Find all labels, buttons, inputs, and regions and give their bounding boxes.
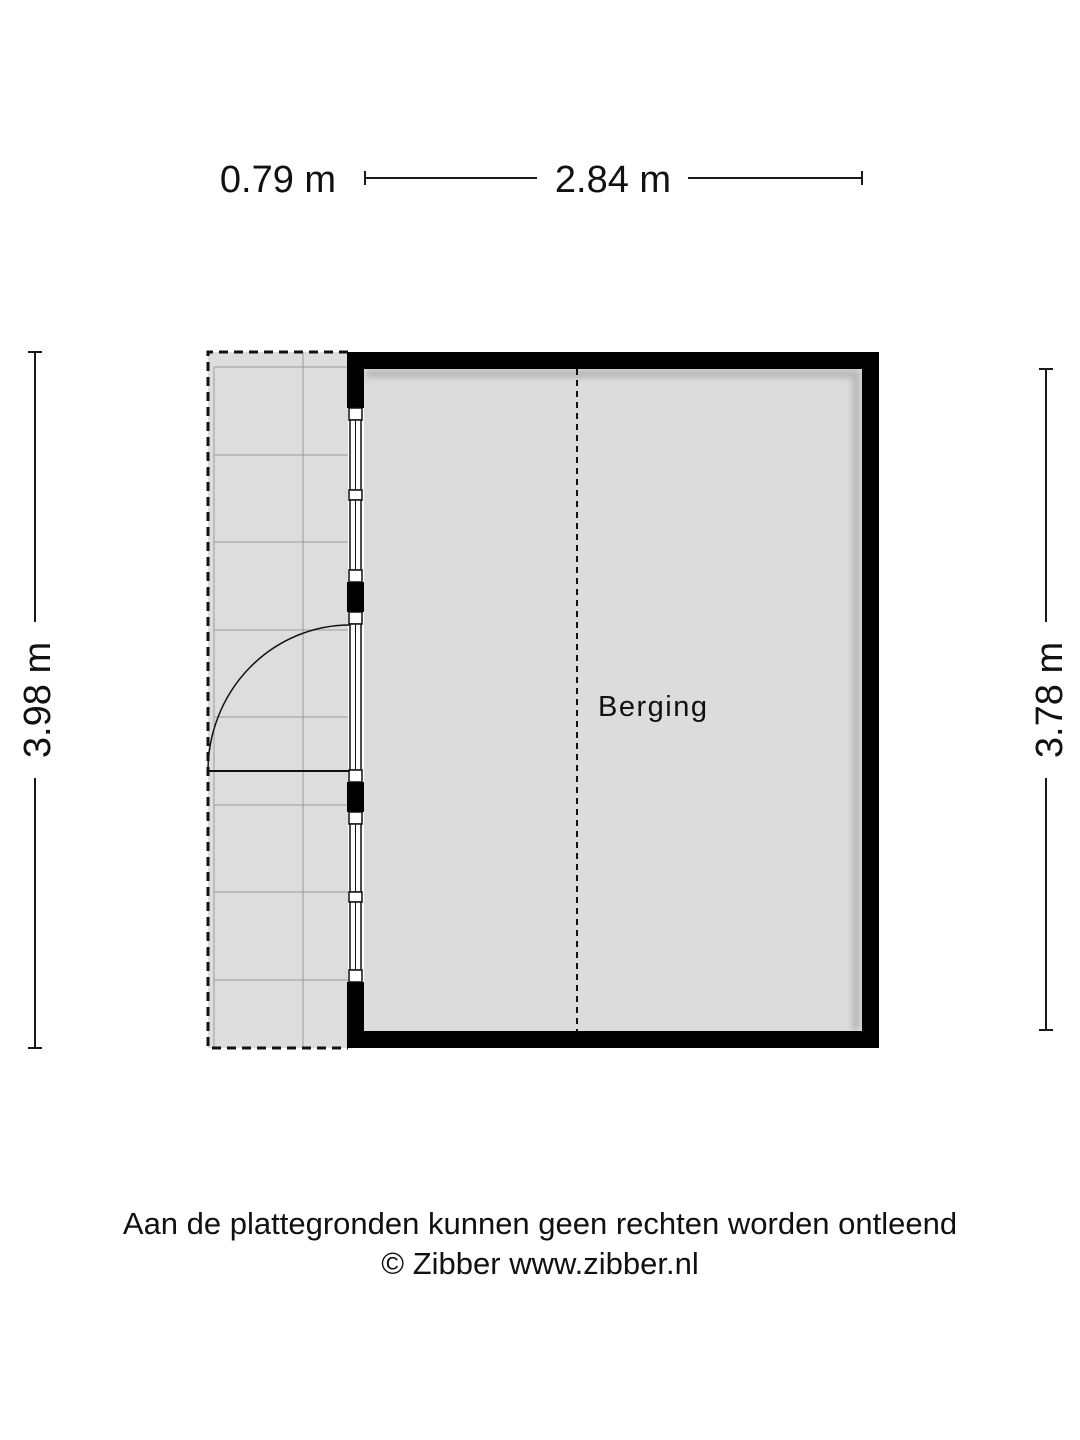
top-dimension xyxy=(220,159,862,201)
right-dimension xyxy=(1029,369,1071,1030)
wall-right xyxy=(862,352,879,1048)
terrace-area xyxy=(208,352,348,1048)
wall-left-top xyxy=(347,352,364,408)
wall-top xyxy=(347,352,879,369)
wall-bottom xyxy=(347,1031,879,1048)
wall-left-pier-1 xyxy=(347,582,364,612)
dimension-label-terrace-width: 0.79 m xyxy=(219,159,337,201)
room-label: Berging xyxy=(598,691,709,723)
dimension-label-total-height: 3.98 m xyxy=(17,641,59,759)
footer-credit: © Zibber www.zibber.nl xyxy=(381,1246,699,1281)
wall-left-bottom xyxy=(347,982,364,1048)
dimension-label-room-width: 2.84 m xyxy=(554,159,672,201)
wall-left-pier-2 xyxy=(347,782,364,812)
footer-disclaimer: Aan de plattegronden kunnen geen rechten worden ontleend xyxy=(122,1206,958,1241)
dimension-label-room-height: 3.78 m xyxy=(1029,641,1071,759)
left-dimension xyxy=(17,352,59,1048)
